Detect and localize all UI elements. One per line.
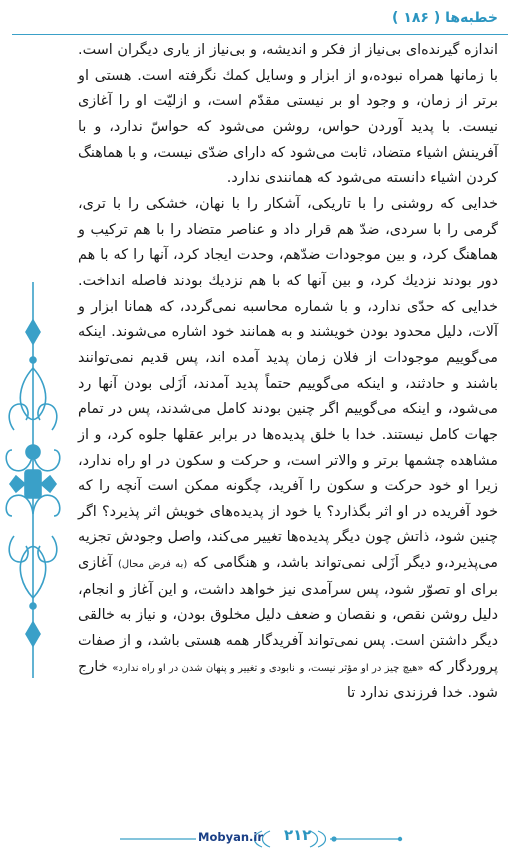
text-line: گرمی را با سردی، ضدّ هم قرار داد و عناصر متضاد را با هم ترکیب xyxy=(90,221,498,238)
text-line: است. با زمانها همراه نبوده،و از ابزار و وسایل کمك نگرفته است. xyxy=(78,42,498,84)
site-watermark: Mobyan.ir xyxy=(198,830,264,844)
text-line: هستی او برتر از زمان، و وجود او بر نیستی مقدّم است، و ازلیّت او را xyxy=(78,67,499,110)
text-line: كه همانا ابزار و آلات، دلیل محدود بودن خویشند و به همانند خود xyxy=(78,298,499,341)
text-line: و سکون را آفرید، چگونه ممکن است آنچه را که خود آفریده در xyxy=(78,478,498,520)
text-line: فاصله انداخت. خدایی كه حدّی ندارد، و با شماره محاسبه نمی‌گردد، xyxy=(78,272,498,315)
arabesque-ornament-icon xyxy=(4,280,62,680)
body-text xyxy=(78,38,498,707)
text-line: اند، پس قدیم نمی‌توانند باشند و حادثند، و اینكه می‌گوییم حتماً xyxy=(78,349,498,392)
text-line: خدایی که روشنی را با تاریکی، آشکار را با نهان، خشکی را با تری، xyxy=(78,195,498,212)
text-line: بودن، و نیاز به خالقی دیگر داشتن است. پس نمی‌تواند آفریدگار xyxy=(78,607,499,650)
text-line: و با آفرینش اشیاء متضاد، ثابت می‌شود كه دارای ضدّی نیست، و با xyxy=(78,118,498,161)
text-line: و هماهنگ کرد، و بین موجودات ضدّهم، وحدت ایجاد کرد، آنها را xyxy=(78,221,498,264)
text-line: پدیده‌ها در برابر عقلها جلوه كرد، و از مشاهده چشمها برتر و xyxy=(78,426,498,469)
text-line: که با هم دور بودند نزدیك کرد، و بین آنها که با هم نزدیك بودند xyxy=(78,247,498,289)
text-line: شود، ذاتش چون دیگر پدیده‌ها تغییر می‌كند، واصل وجودش تجزیه xyxy=(78,529,465,546)
header-divider xyxy=(12,34,508,35)
paragraph-1 xyxy=(78,38,498,192)
inline-note: (به فرض محال) xyxy=(117,559,188,571)
page-header-title: خطبه‌ها ( ۱۸۶ ) xyxy=(392,10,498,26)
text-line: پدید آمدند، اَزَلی بودن آنها رد می‌شود، و اینكه می‌گوییم اگر چنین xyxy=(78,375,498,418)
text-line: می‌پذیرد،و دیگر اَزَلی نمی‌تواند باشد، و هنگامی که xyxy=(187,555,498,572)
text-line: آغازی برای او تصوّر شود، پس سرآمدی نیز خواهد داشت، و این xyxy=(78,555,498,598)
text-line: هماهنگ کردن اشیاء دانسته می‌شود که همانندی ندارد. xyxy=(78,144,498,187)
text-line: او اثر بگذارد؟ یا خود از پدیده‌های خویش اثر پذیرد؟ اگر چنین xyxy=(78,503,499,546)
inline-quote: «هیچ چیز در او مؤثر نیست، و xyxy=(299,662,424,674)
text-line: اندازه گیرنده‌ای بی‌نیاز از فکر و اندیشه، و بی‌نیاز از یاری دیگران xyxy=(117,42,499,58)
text-line: والاتر است، و حركت و سكون در او راه ندارد، زیرا او خود حرکت xyxy=(78,452,498,495)
text-line: بودند كامل می‌شدند، پس در تمام جهات كامل نیستند. خدا با خلق xyxy=(78,401,498,443)
text-line: آغازی نیست. با پدید آوردن حواس، روشن می‌شود كه حواسّ ندارد، xyxy=(78,93,498,135)
text-line: آغاز و انجام، دلیل روشن نقص، و نقصان و ضعف دلیل مخلوق xyxy=(78,581,498,624)
text-line: خارج شود. خدا فرزندی ندارد تا xyxy=(78,658,498,702)
text-line: اشاره می‌شوند. اینكه می‌گوییم موجودات از فلان زمان پدید آمده xyxy=(78,324,499,366)
page-number: ۲۱۲ xyxy=(284,826,312,844)
page-footer xyxy=(0,825,520,855)
inline-quote: نابودی و تغییر و پنهان شدن در او راه ندارد» xyxy=(112,662,295,674)
paragraph-2 xyxy=(78,192,498,707)
text-line: همه هستی باشد، و از صفات پروردگار که xyxy=(78,633,498,675)
